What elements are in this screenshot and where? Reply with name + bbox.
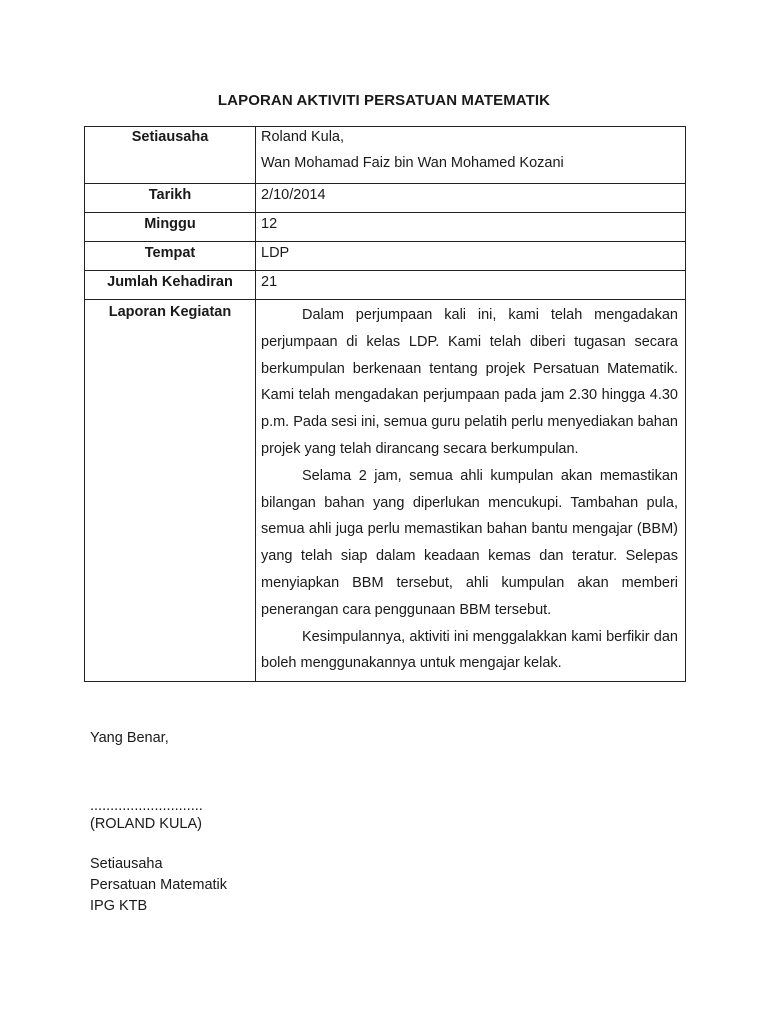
report-body (256, 300, 686, 682)
place-value: LDP (256, 242, 686, 271)
secretary-name-1: Roland Kula, (261, 129, 345, 145)
attendance-value: 21 (256, 271, 686, 300)
week-label: Minggu (85, 213, 256, 242)
secretary-label: Setiausaha (85, 127, 256, 184)
signatory-institution: IPG KTB (90, 898, 148, 914)
document-title: LAPORAN AKTIVITI PERSATUAN MATEMATIK (217, 92, 551, 109)
table-row-week (85, 213, 686, 242)
report-paragraph-2: Selama 2 jam, semua ahli kumpulan akan memastikan bilangan bahan yang diperlukan mencukupi. Tambahan pula, semua ahli juga perlu memastikan bahan bantu mengajar (BBM) yang telah siap dalam keadaan kemas dan teratur. Selepas menyiapkan BBM tersebut, ahli kumpulan akan memberi penerangan cara penggunaan BBM tersebut. (261, 467, 678, 618)
signatory-organization: Persatuan Matematik (90, 877, 228, 893)
place-label: Tempat (85, 242, 256, 271)
table-row-attendance (85, 271, 686, 300)
signatory-position: Setiausaha (90, 856, 163, 872)
secretary-name-2: Wan Mohamad Faiz bin Wan Mohamed Kozani (261, 155, 564, 171)
attendance-label: Jumlah Kehadiran (85, 271, 256, 300)
date-value: 2/10/2014 (256, 184, 686, 213)
report-paragraph-3: Kesimpulannya, aktiviti ini menggalakkan kami berfikir dan boleh menggunakannya untuk mengajar kelak. (261, 628, 678, 672)
report-paragraph-1: Dalam perjumpaan kali ini, kami telah mengadakan perjumpaan di kelas LDP. Kami telah diberi tugasan secara berkumpulan berkenaan tentang projek Persatuan Matematik. Kami telah mengadakan perjumpaan pada jam 2.30 hingga 4.30 p.m. Pada sesi ini, semua guru pelatih perlu menyediakan bahan projek yang telah dirancang secara berkumpulan. (261, 307, 678, 457)
table-row-date (85, 184, 686, 213)
closing-salutation: Yang Benar, (90, 730, 169, 746)
report-table (84, 126, 686, 682)
signatory-name: (ROLAND KULA) (90, 816, 202, 832)
date-label: Tarikh (85, 184, 256, 213)
report-label: Laporan Kegiatan (85, 300, 256, 682)
table-row-secretary (85, 127, 686, 184)
secretary-value (256, 127, 686, 184)
week-value: 12 (256, 213, 686, 242)
table-row-report (85, 300, 686, 682)
table-row-place (85, 242, 686, 271)
signature-dots: ............................ (90, 798, 203, 814)
